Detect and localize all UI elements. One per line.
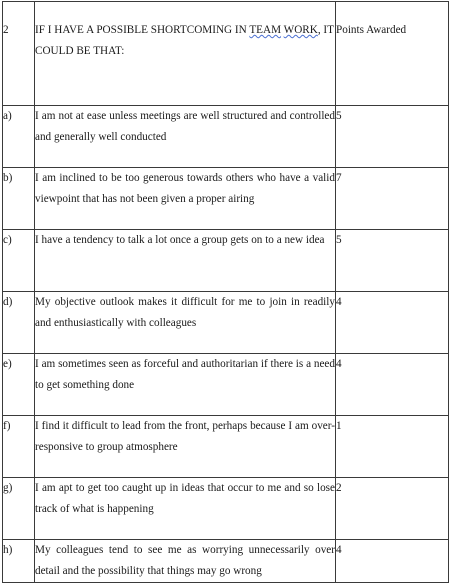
item-letter: a) xyxy=(3,106,35,168)
item-letter: b) xyxy=(3,168,35,230)
table-row xyxy=(3,416,449,478)
points-awarded-header: Points Awarded xyxy=(336,2,449,106)
item-letter: g) xyxy=(3,478,35,540)
table-row xyxy=(3,230,449,292)
header-row xyxy=(3,2,449,106)
item-points[interactable]: 2 xyxy=(336,478,449,540)
item-statement: My objective outlook makes it difficult for me to join in readily and enthusiastically with colleagues xyxy=(35,292,336,354)
table-row xyxy=(3,354,449,416)
item-letter: c) xyxy=(3,230,35,292)
question-heading-part4: , IT COULD BE THAT: xyxy=(35,24,334,57)
item-points[interactable]: 5 xyxy=(336,106,449,168)
item-statement: My colleagues tend to see me as worrying unnecessarily over detail and the possibility that things may go wrong xyxy=(35,540,336,583)
item-statement: I am not at ease unless meetings are well structured and controlled and generally well conducted xyxy=(35,106,336,168)
table-row xyxy=(3,540,449,583)
table-row xyxy=(3,168,449,230)
item-statement: I am apt to get too caught up in ideas that occur to me and so lose track of what is happening xyxy=(35,478,336,540)
item-statement: I find it difficult to lead from the front, perhaps because I am over-responsive to group atmosphere xyxy=(35,416,336,478)
team-role-questionnaire-table xyxy=(2,1,449,583)
table-row xyxy=(3,106,449,168)
item-statement: I have a tendency to talk a lot once a group gets on to a new idea xyxy=(35,230,336,292)
section-number: 2 xyxy=(3,2,35,106)
table-row xyxy=(3,478,449,540)
item-statement: I am inclined to be too generous towards others who have a valid viewpoint that has not been given a proper airing xyxy=(35,168,336,230)
item-statement: I am sometimes seen as forceful and authoritarian if there is a need to get something done xyxy=(35,354,336,416)
item-points[interactable]: 5 xyxy=(336,230,449,292)
item-letter: e) xyxy=(3,354,35,416)
question-heading-part3: WORK xyxy=(283,24,318,36)
item-letter: h) xyxy=(3,540,35,583)
item-points[interactable]: 4 xyxy=(336,540,449,583)
table-row xyxy=(3,292,449,354)
question-heading-part2: TEAM xyxy=(249,24,282,36)
item-letter: f) xyxy=(3,416,35,478)
item-points[interactable]: 1 xyxy=(336,416,449,478)
question-heading xyxy=(35,2,336,106)
question-heading-part1: IF I HAVE A POSSIBLE SHORTCOMING IN xyxy=(35,24,247,36)
item-points[interactable]: 4 xyxy=(336,354,449,416)
item-points[interactable]: 4 xyxy=(336,292,449,354)
item-letter: d) xyxy=(3,292,35,354)
item-points[interactable]: 7 xyxy=(336,168,449,230)
